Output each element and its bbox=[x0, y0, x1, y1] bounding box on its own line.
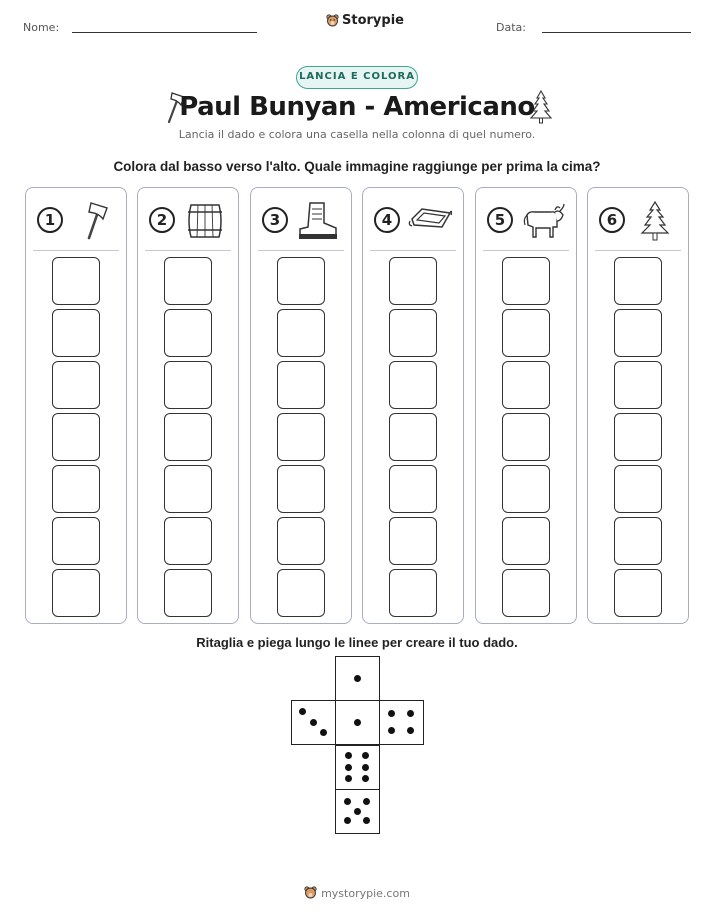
coloring-box bbox=[277, 309, 325, 357]
page-subtitle: Lancia il dado e colora una casella nella colonna di quel numero. bbox=[178, 128, 536, 141]
coloring-box bbox=[277, 361, 325, 409]
die-face bbox=[335, 745, 380, 790]
die-pip bbox=[320, 729, 327, 736]
column-divider bbox=[370, 250, 456, 251]
column-number: 6 bbox=[599, 207, 625, 233]
cut-instruction: Ritaglia e piega lungo le linee per creare il tuo dado. bbox=[196, 635, 518, 650]
coloring-box bbox=[389, 361, 437, 409]
bear-mascot-icon bbox=[326, 14, 339, 28]
date-label: Data: bbox=[496, 21, 526, 34]
name-label: Nome: bbox=[23, 21, 60, 34]
coloring-box bbox=[52, 569, 100, 617]
coloring-box bbox=[502, 569, 550, 617]
coloring-box bbox=[614, 413, 662, 461]
barrel-icon bbox=[183, 201, 227, 241]
die-pip bbox=[344, 817, 351, 824]
coloring-box bbox=[614, 309, 662, 357]
coloring-box bbox=[502, 309, 550, 357]
coloring-box bbox=[389, 309, 437, 357]
die-pip bbox=[363, 798, 370, 805]
column-number: 4 bbox=[374, 207, 400, 233]
coloring-box bbox=[614, 257, 662, 305]
die-pip bbox=[362, 764, 369, 771]
coloring-box bbox=[502, 413, 550, 461]
coloring-box bbox=[52, 517, 100, 565]
column-number: 3 bbox=[262, 207, 288, 233]
dice-column-5 bbox=[475, 187, 577, 624]
die-pip bbox=[362, 752, 369, 759]
column-divider bbox=[258, 250, 344, 251]
coloring-box bbox=[52, 413, 100, 461]
coloring-box bbox=[277, 569, 325, 617]
coloring-box bbox=[389, 517, 437, 565]
coloring-box bbox=[164, 413, 212, 461]
coloring-box bbox=[502, 257, 550, 305]
coloring-box bbox=[502, 361, 550, 409]
dice-column-3 bbox=[250, 187, 352, 624]
coloring-box bbox=[614, 517, 662, 565]
coloring-box bbox=[277, 257, 325, 305]
ox-icon bbox=[521, 201, 565, 241]
die-pip bbox=[363, 817, 370, 824]
column-divider bbox=[33, 250, 119, 251]
die-pip bbox=[388, 710, 395, 717]
coloring-box bbox=[52, 309, 100, 357]
die-pip bbox=[299, 708, 306, 715]
coloring-box bbox=[277, 465, 325, 513]
die-pip bbox=[345, 764, 352, 771]
coloring-box bbox=[502, 465, 550, 513]
coloring-box bbox=[164, 517, 212, 565]
pine-tree-icon bbox=[529, 90, 553, 124]
footer bbox=[0, 886, 714, 900]
coloring-box bbox=[164, 465, 212, 513]
column-divider bbox=[595, 250, 681, 251]
coloring-box bbox=[164, 569, 212, 617]
brand-name: Storypie bbox=[342, 13, 404, 28]
column-number: 2 bbox=[149, 207, 175, 233]
coloring-instruction: Colora dal basso verso l'alto. Quale immagine raggiunge per prima la cima? bbox=[113, 159, 601, 174]
die-pip bbox=[345, 775, 352, 782]
pine-tree-icon bbox=[633, 201, 677, 241]
coloring-box bbox=[52, 257, 100, 305]
coloring-box bbox=[164, 361, 212, 409]
die-face bbox=[291, 700, 336, 745]
die-face bbox=[335, 656, 380, 701]
footer-url: mystorypie.com bbox=[321, 886, 410, 900]
date-line bbox=[542, 32, 691, 33]
dice-column-6 bbox=[587, 187, 689, 624]
die-pip bbox=[345, 752, 352, 759]
coloring-box bbox=[52, 361, 100, 409]
bear-mascot-icon bbox=[304, 886, 317, 900]
activity-badge: LANCIA E COLORA bbox=[296, 66, 418, 89]
axe-icon bbox=[71, 201, 115, 241]
die-face bbox=[335, 700, 380, 745]
die-pip bbox=[362, 775, 369, 782]
coloring-box bbox=[277, 413, 325, 461]
column-divider bbox=[145, 250, 231, 251]
die-pip bbox=[354, 675, 361, 682]
coloring-box bbox=[614, 569, 662, 617]
coloring-box bbox=[614, 465, 662, 513]
dice-column-4 bbox=[362, 187, 464, 624]
coloring-box bbox=[389, 465, 437, 513]
coloring-box bbox=[389, 413, 437, 461]
die-pip bbox=[354, 719, 361, 726]
coloring-box bbox=[502, 517, 550, 565]
dice-column-1 bbox=[25, 187, 127, 624]
coloring-box bbox=[277, 517, 325, 565]
die-pip bbox=[388, 727, 395, 734]
die-pip bbox=[310, 719, 317, 726]
worksheet-header bbox=[0, 0, 714, 48]
coloring-box bbox=[389, 569, 437, 617]
page-title: Paul Bunyan - Americano bbox=[179, 92, 535, 122]
dice-column-2 bbox=[137, 187, 239, 624]
baking-pan-icon bbox=[408, 201, 452, 241]
die-face bbox=[379, 700, 424, 745]
boot-icon bbox=[296, 201, 340, 241]
coloring-box bbox=[389, 257, 437, 305]
column-number: 5 bbox=[487, 207, 513, 233]
coloring-box bbox=[52, 465, 100, 513]
die-face bbox=[335, 789, 380, 834]
die-pip bbox=[344, 798, 351, 805]
coloring-box bbox=[164, 257, 212, 305]
coloring-box bbox=[164, 309, 212, 357]
name-line bbox=[72, 32, 257, 33]
column-number: 1 bbox=[37, 207, 63, 233]
die-pip bbox=[407, 727, 414, 734]
coloring-box bbox=[614, 361, 662, 409]
die-pip bbox=[407, 710, 414, 717]
column-divider bbox=[483, 250, 569, 251]
brand-logo bbox=[326, 13, 404, 28]
die-pip bbox=[354, 808, 361, 815]
